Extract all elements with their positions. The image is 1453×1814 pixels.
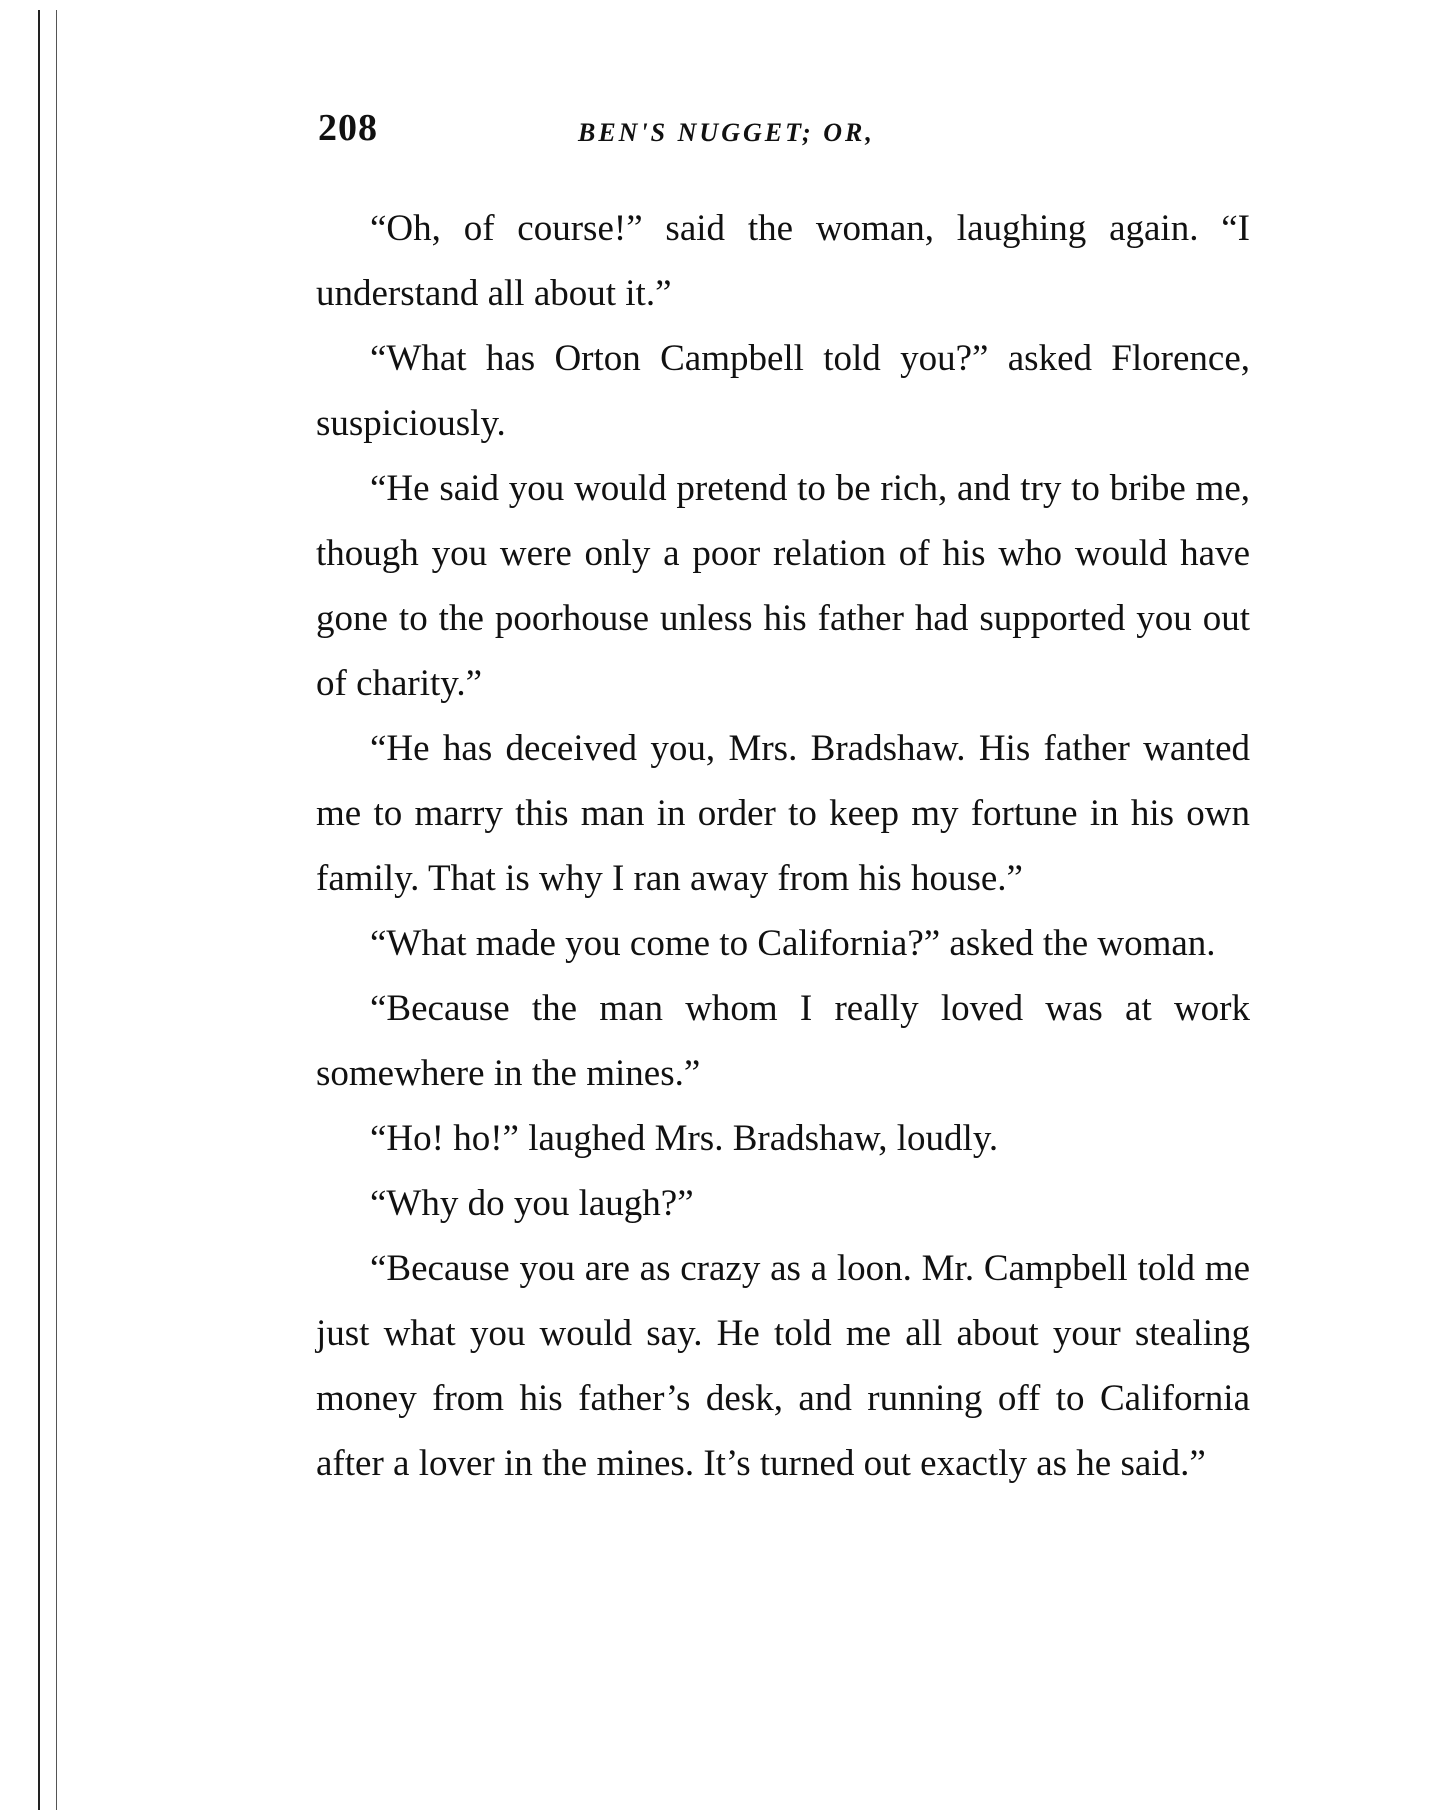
paragraph: “What has Orton Campbell told you?” asked Florence, suspiciously. xyxy=(316,338,1250,444)
binding-edge-line xyxy=(38,10,40,1810)
paragraph: “He has deceived you, Mrs. Bradshaw. His father wanted me to marry this man in order to keep my fortune in his own family. That is why I ran away from his house.” xyxy=(316,728,1250,899)
paragraph: “He said you would pretend to be rich, and try to bribe me, though you were only a poor relation of his who would have gone to the poorhouse unless his father had supported you out of charity.” xyxy=(316,468,1250,704)
body-text xyxy=(316,196,1250,1496)
page-number: 208 xyxy=(318,107,378,149)
binding-edge-line-inner xyxy=(56,10,57,1810)
paragraph: “Ho! ho!” laughed Mrs. Bradshaw, loudly. xyxy=(370,1118,999,1159)
page-header xyxy=(318,106,1258,166)
paragraph: “Why do you laugh?” xyxy=(370,1183,694,1224)
paragraph: “Because you are as crazy as a loon. Mr. Campbell told me just what you would say. He told me all about your stealing money from his father’s desk, and running off to California after a lover in the mines. It’s turned out exactly as he said.” xyxy=(316,1248,1250,1484)
paragraph: “Oh, of course!” said the woman, laughing again. “I understand all about it.” xyxy=(316,208,1250,314)
paragraph: “Because the man whom I really loved was at work somewhere in the mines.” xyxy=(316,988,1250,1094)
paragraph: “What made you come to California?” asked the woman. xyxy=(370,923,1216,964)
running-head: BEN'S NUGGET; OR, xyxy=(578,118,875,147)
